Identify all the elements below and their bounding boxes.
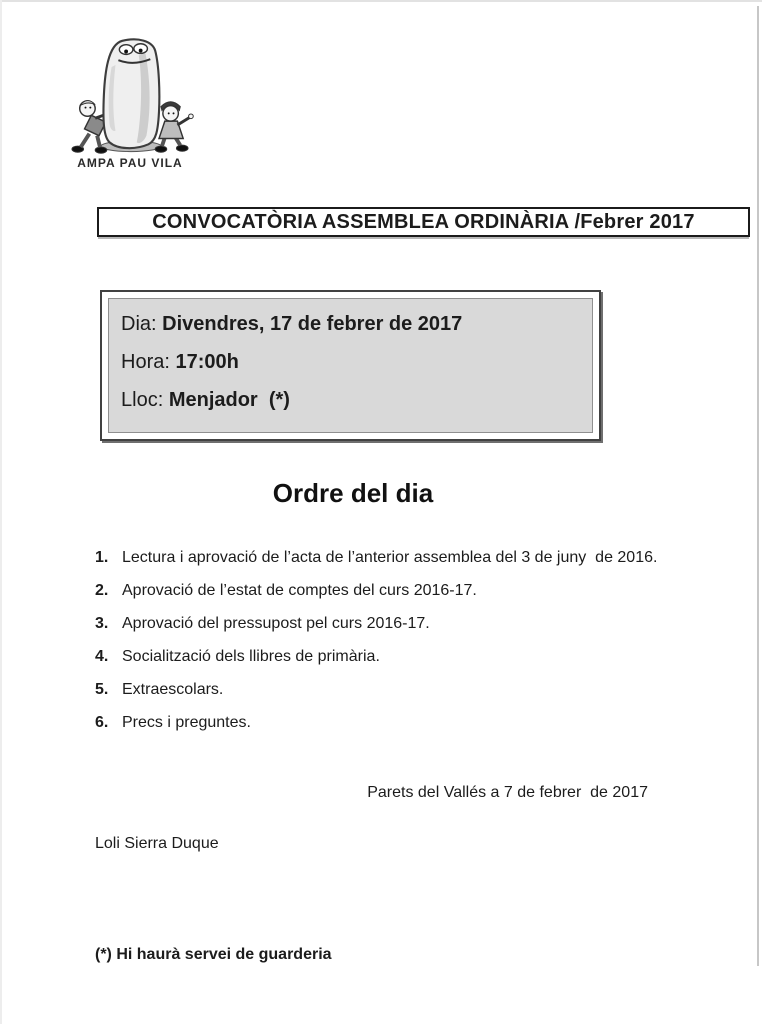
place-label: Lloc: bbox=[121, 389, 164, 411]
agenda-item-number: 6. bbox=[95, 714, 109, 731]
agenda-item-4 bbox=[95, 647, 685, 666]
agenda-item-number: 4. bbox=[95, 648, 109, 665]
title-bar bbox=[97, 207, 750, 237]
scan-edge-left bbox=[0, 0, 2, 1024]
agenda-heading: Ordre del dia bbox=[272, 478, 434, 508]
day-value: Divendres, 17 de febrer de 2017 bbox=[162, 313, 463, 335]
agenda-item-2 bbox=[95, 581, 685, 600]
meeting-place-row bbox=[121, 381, 580, 419]
day-label: Dia: bbox=[121, 313, 157, 335]
time-value: 17:00h bbox=[175, 351, 239, 373]
menhir-kids-illustration bbox=[62, 36, 198, 154]
agenda-item-text: Lectura i aprovació de l’acta de l’anterior assemblea del 3 de juny de 2016. bbox=[122, 549, 658, 566]
agenda-item-text: Socialització dels llibres de primària. bbox=[122, 648, 380, 665]
meeting-info-box bbox=[100, 290, 601, 441]
agenda-item-text: Aprovació del pressupost pel curs 2016-17. bbox=[122, 615, 430, 632]
agenda-item-5 bbox=[95, 680, 685, 699]
agenda-item-text: Extraescolars. bbox=[122, 681, 224, 698]
agenda-item-number: 2. bbox=[95, 582, 109, 599]
agenda-item-number: 3. bbox=[95, 615, 109, 632]
time-label: Hora: bbox=[121, 351, 170, 373]
childcare-footnote: (*) Hi haurà servei de guarderia bbox=[95, 946, 332, 963]
agenda-item-text: Aprovació de l’estat de comptes del curs 2016-17. bbox=[122, 582, 477, 599]
agenda-item-number: 5. bbox=[95, 681, 109, 698]
meeting-day-row bbox=[121, 305, 580, 343]
agenda-list bbox=[95, 548, 685, 746]
logo-caption: AMPA PAU VILA bbox=[77, 156, 183, 170]
place-value: Menjador (*) bbox=[168, 389, 290, 411]
ampa-logo bbox=[62, 36, 198, 170]
agenda-item-1 bbox=[95, 548, 685, 567]
meeting-info-inner bbox=[108, 298, 593, 433]
scan-edge-right bbox=[757, 6, 759, 966]
signature-name: Loli Sierra Duque bbox=[95, 835, 219, 852]
scan-edge-top bbox=[0, 0, 762, 2]
meeting-time-row bbox=[121, 343, 580, 381]
title-text: CONVOCATÒRIA ASSEMBLEA ORDINÀRIA /Febrer 2017 bbox=[152, 210, 695, 233]
agenda-item-6 bbox=[95, 713, 685, 732]
agenda-item-number: 1. bbox=[95, 549, 109, 566]
dateline: Parets del Vallés a 7 de febrer de 2017 bbox=[367, 784, 648, 801]
agenda-item-text: Precs i preguntes. bbox=[122, 714, 251, 731]
agenda-item-3 bbox=[95, 614, 685, 633]
